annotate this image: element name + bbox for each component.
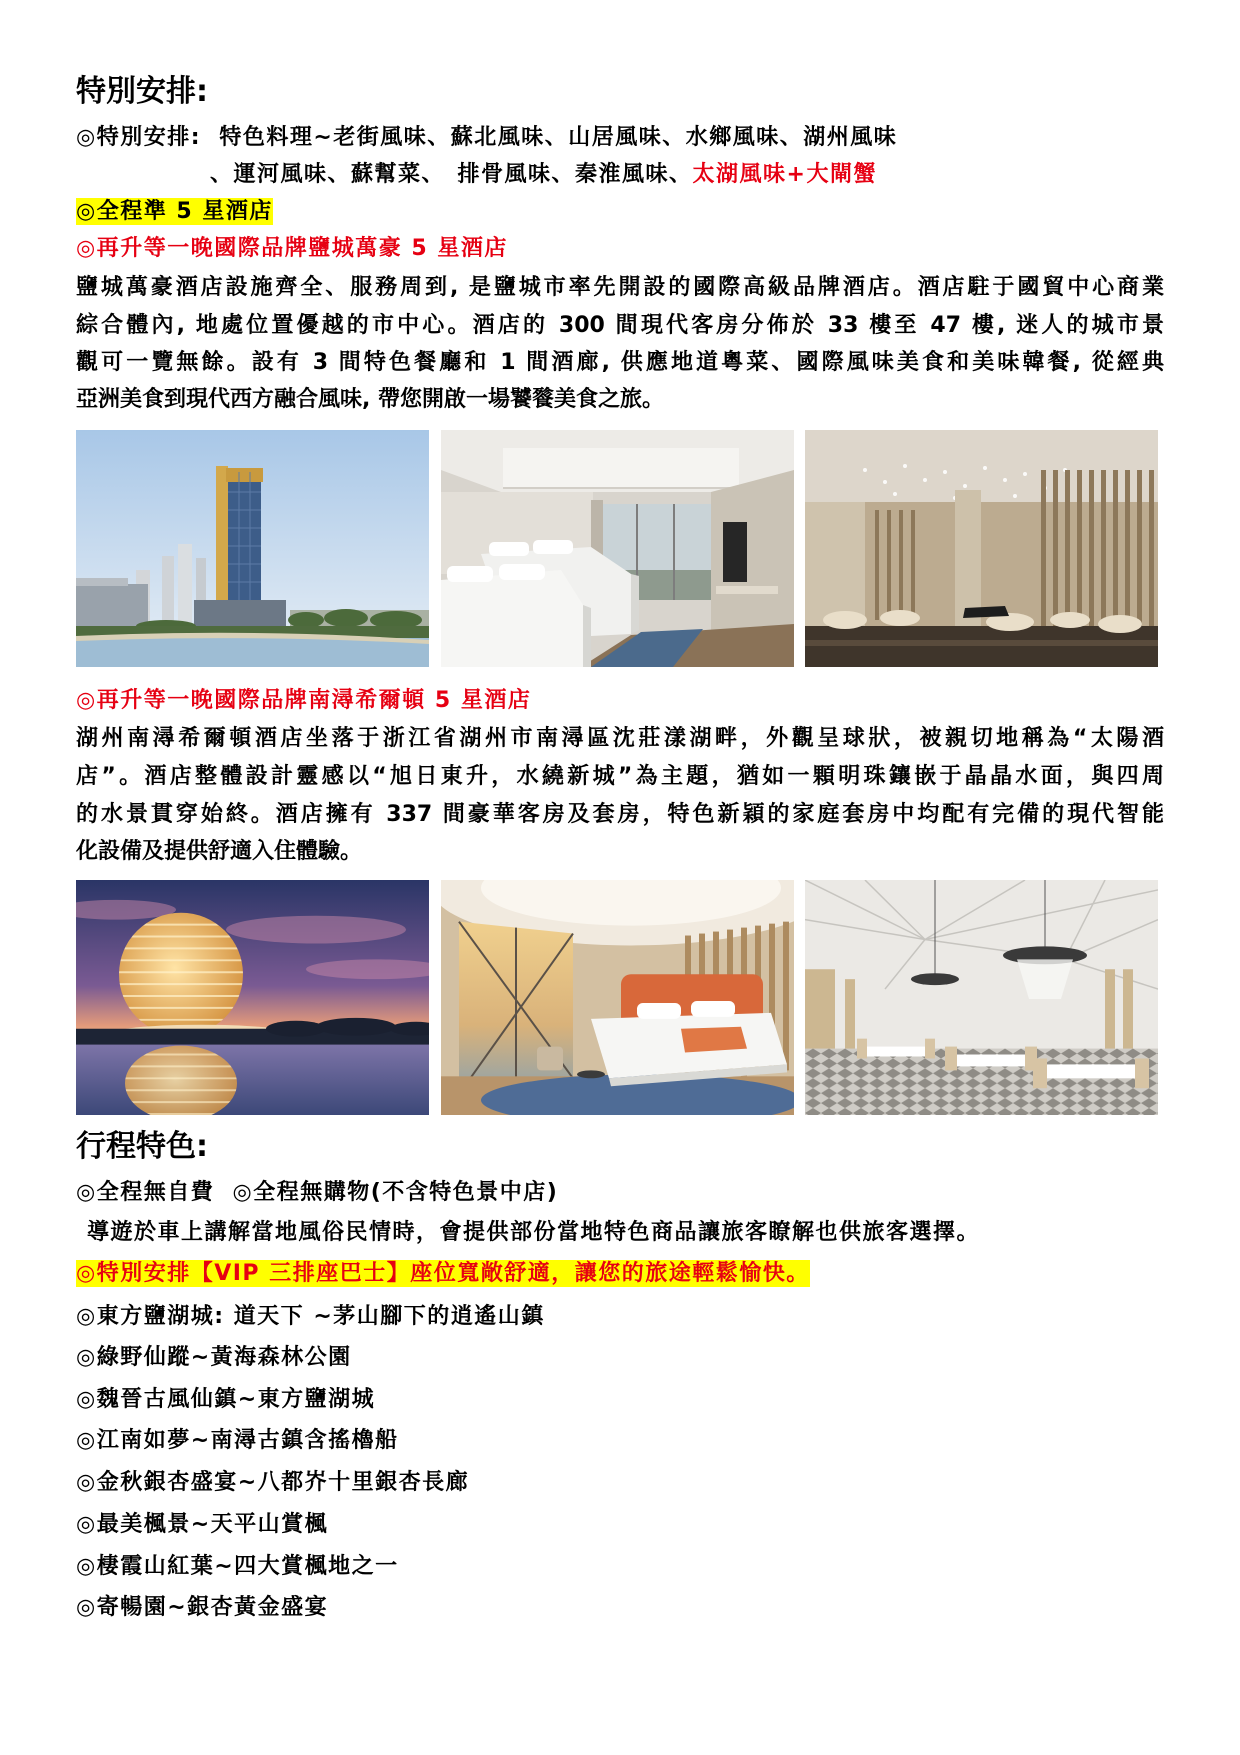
- hilton-room-image: [441, 880, 794, 1115]
- feature-item: ◎最美楓景~天平山賞楓: [76, 1512, 329, 1537]
- hilton-desc-line: 化設備及提供舒適入住體驗。: [76, 839, 363, 864]
- no-extra-line: ◎全程無自費 ◎全程無購物(不含特色景中店): [76, 1180, 559, 1205]
- hilton-title: ◎再升等一晚國際品牌南潯希爾頓 5 星酒店: [76, 688, 532, 713]
- marriott-desc-line: 綜合體內, 地處位置優越的市中心。酒店的 300 間現代客房分佈於 33 樓至 47 樓, 迷人的城市景: [76, 313, 1164, 338]
- cuisine-line-1: ◎特別安排: 特色料理~老街風味、蘇北風味、山居風味、水鄉風味、湖州風味: [76, 125, 898, 150]
- marriott-desc-line: 觀可一覽無餘。設有 3 間特色餐廳和 1 間酒廊, 供應地道粵菜、國際風味美食和美味韓餐, 從經典: [76, 350, 1164, 375]
- feature-item: ◎綠野仙蹤~黃海森林公園: [76, 1345, 352, 1370]
- marriott-desc-line: 鹽城萬豪酒店設施齊全、服務周到, 是鹽城市率先開設的國際高級品牌酒店。酒店駐于國貿中心商業: [76, 275, 1164, 300]
- features-heading: 行程特色:: [76, 1129, 208, 1164]
- cuisine-line-2: [210, 157, 877, 193]
- vip-bus-highlight: ◎特別安排【VIP 三排座巴士】座位寬敞舒適，讓您的旅途輕鬆愉快。: [76, 1261, 810, 1286]
- feature-item: ◎金秋銀杏盛宴~八都岕十里銀杏長廊: [76, 1470, 470, 1495]
- cuisine-highlight: 太湖風味+大閘蟹: [692, 162, 877, 187]
- hilton-desc-line: 店”。酒店整體設計靈感以“旭日東升，水繞新城”為主題，猶如一顆明珠鑲嵌于晶晶水面，與四周: [76, 764, 1164, 789]
- hilton-desc-line: 的水景貫穿始終。酒店擁有 337 間豪華客房及套房，特色新穎的家庭套房中均配有完備的現代智能: [76, 802, 1164, 827]
- feature-item: ◎江南如夢~南潯古鎮含搖櫓船: [76, 1428, 399, 1453]
- guide-note: 導遊於車上講解當地風俗民情時，會提供部份當地特色商品讓旅客瞭解也供旅客選擇。: [87, 1220, 981, 1245]
- marriott-room-photo: [441, 430, 794, 667]
- marriott-title: ◎再升等一晚國際品牌鹽城萬豪 5 星酒店: [76, 236, 508, 261]
- feature-item: ◎東方鹽湖城: 道天下 ~茅山腳下的逍遙山鎮: [76, 1304, 545, 1329]
- hotel-standard-highlight: ◎全程準 5 星酒店: [76, 199, 273, 224]
- feature-item: ◎棲霞山紅葉~四大賞楓地之一: [76, 1554, 399, 1579]
- marriott-exterior-photo: [76, 430, 429, 667]
- hilton-room-photo: [441, 880, 794, 1115]
- vip-bus-line: [76, 1256, 810, 1292]
- hilton-exterior-image: [76, 880, 429, 1115]
- marriott-room-image: [441, 430, 794, 667]
- marriott-lobby-photo: [805, 430, 1158, 667]
- cuisine-line-2-text: 、運河風味、蘇幫菜、 排骨風味、秦淮風味、: [210, 162, 693, 187]
- special-heading: 特別安排:: [76, 74, 208, 109]
- hilton-desc-line: 湖州南潯希爾頓酒店坐落于浙江省湖州市南潯區沈莊漾湖畔，外觀呈球狀，被親切地稱為“太陽酒: [76, 726, 1164, 751]
- hilton-restaurant-image: [805, 880, 1158, 1115]
- marriott-lobby-image: [805, 430, 1158, 667]
- hotel-standard-line: [76, 194, 273, 230]
- feature-item: ◎寄暢園~銀杏黃金盛宴: [76, 1595, 329, 1620]
- hilton-restaurant-photo: [805, 880, 1158, 1115]
- hilton-exterior-photo: [76, 880, 429, 1115]
- marriott-desc-line: 亞洲美食到現代西方融合風味, 帶您開啟一場饕餮美食之旅。: [76, 387, 665, 412]
- feature-item: ◎魏晉古風仙鎮~東方鹽湖城: [76, 1387, 376, 1412]
- marriott-exterior-image: [76, 430, 429, 667]
